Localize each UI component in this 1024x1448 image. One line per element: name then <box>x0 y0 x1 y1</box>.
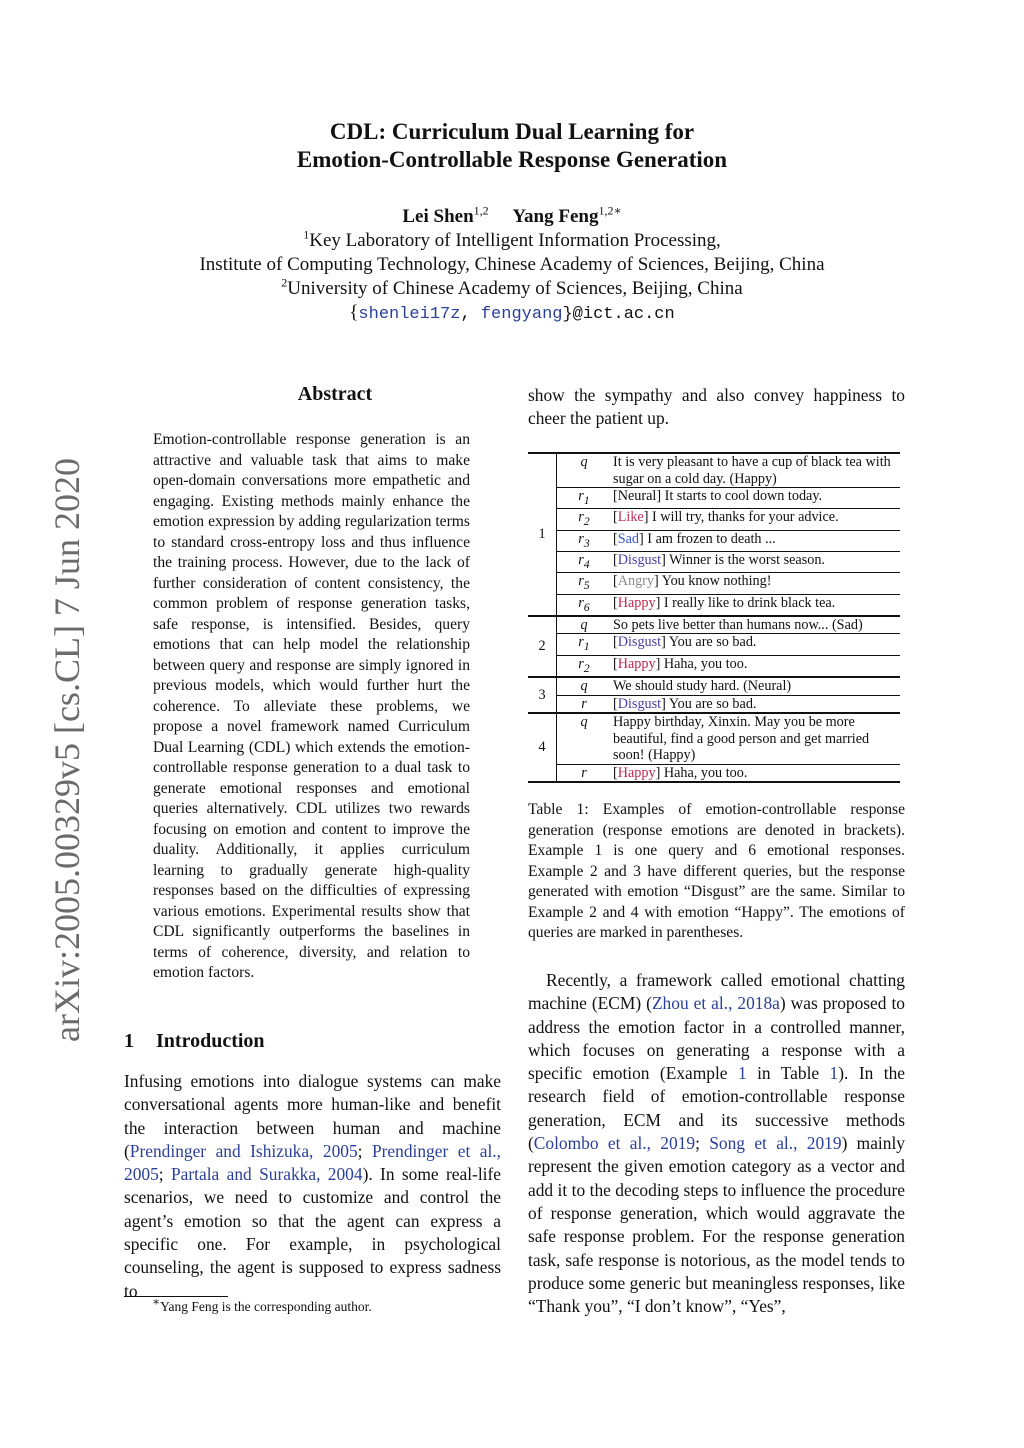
example-ref-link[interactable]: 1 <box>737 1063 747 1084</box>
citation-link[interactable]: Prendinger et al., 2005 <box>124 1140 501 1185</box>
row-text: Happy birthday, Xinxin. May you be more beautiful, find a good person and get married soon! (Happy) <box>611 713 900 764</box>
row-label: $r_4$ <box>557 551 612 572</box>
footnote <box>152 1294 372 1315</box>
emotion-tag: Disgust <box>617 695 662 712</box>
citation-link[interactable]: Song et al., 2019 <box>709 1133 842 1154</box>
emotion-tag: Happy <box>617 655 656 672</box>
example-group <box>528 616 900 677</box>
section-number: 1 <box>124 1030 134 1052</box>
citation-link[interactable]: Colombo et al., 2019 <box>533 1133 696 1154</box>
affiliation: Institute of Computing Technology, Chinese Academy of Sciences, Beijing, China <box>199 254 825 275</box>
row-text: [Neural] It starts to cool down today. <box>611 488 900 509</box>
emotion-tag: Sad <box>617 530 640 547</box>
row-text: [Happy] Haha, you too. <box>611 764 900 782</box>
citation-link[interactable]: Prendinger and Ishizuka, 2005 <box>129 1140 358 1161</box>
row-label: $r_1$ <box>557 488 612 509</box>
row-text: [Angry] You know nothing! <box>611 573 900 594</box>
row-text: [Happy] I really like to drink black tea. <box>611 594 900 616</box>
example-id: 3 <box>528 677 557 713</box>
emotion-tag: Disgust <box>617 634 662 651</box>
arxiv-stamp-text: arXiv:2005.00329v5 [cs.CL] 7 Jun 2020 <box>47 458 87 1042</box>
email-link[interactable]: shenlei17z <box>358 305 461 324</box>
email-link[interactable]: fengyang <box>480 305 563 324</box>
example-group <box>528 677 900 713</box>
row-text: [Sad] I am frozen to death ... <box>611 530 900 551</box>
emotion-tag: Like <box>617 509 644 526</box>
abstract-heading: Abstract <box>297 383 373 405</box>
row-label: $r_3$ <box>557 530 612 551</box>
row-label: q <box>557 713 612 764</box>
author-affil-mark: 1,2 <box>473 203 489 218</box>
paper-title <box>0 118 1024 174</box>
row-text: [Disgust] You are so bad. <box>611 695 900 713</box>
section-title: Introduction <box>156 1030 265 1052</box>
footnote-mark: ∗ <box>152 1294 161 1309</box>
row-label: $r_2$ <box>557 655 612 677</box>
email <box>0 301 1024 327</box>
title-line-2: Emotion-Controllable Response Generation <box>296 147 728 172</box>
row-text: So pets live better than humans now... (Sad) <box>611 616 900 634</box>
example-id: 2 <box>528 616 557 677</box>
email-domain: }@ict.ac.cn <box>562 305 675 324</box>
row-label: q <box>557 616 612 634</box>
author-block <box>0 205 1024 327</box>
row-text: [Like] I will try, thanks for your advice. <box>611 509 900 530</box>
affiliation: Key Laboratory of Intelligent Information Processing, <box>309 230 721 251</box>
row-label: $r_6$ <box>557 594 612 616</box>
example-id: 4 <box>528 713 557 782</box>
email-brace: { <box>349 302 359 323</box>
emotion-tag: Happy <box>617 764 656 781</box>
footnote-rule <box>124 1296 228 1297</box>
row-label: $r_2$ <box>557 509 612 530</box>
example-group <box>528 453 900 616</box>
affiliation: University of Chinese Academy of Sciences, Beijing, China <box>287 278 743 299</box>
intro-paragraph-1: Infusing emotions into dialogue systems can make conversational agents more human-like and benefit the interaction between human and machine (Prendinger and Ishizuka, 2005; Prendinger et al., 2005; Partala and Surakka, 2004). In some real-life scenarios, we need to customize and control the agent’s emotion so that the agent can express a specific one. For example, in psychological counseling, the agent is supposed to express sadness to <box>124 1071 501 1301</box>
example-group <box>528 713 900 782</box>
row-text: We should study hard. (Neural) <box>611 677 900 695</box>
intro-paragraph-1-cont: show the sympathy and also convey happiness to cheer the patient up. <box>528 385 905 429</box>
row-label: r <box>557 695 612 713</box>
row-label: r <box>557 764 612 782</box>
author-name: Yang Feng <box>512 206 599 227</box>
citation-link[interactable]: Partala and Surakka, 2004 <box>170 1164 363 1185</box>
row-label: $r_1$ <box>557 634 612 655</box>
table-caption: Table 1: Examples of emotion-controllable response generation (response emotions are denoted in brackets). Example 1 is one query and 6 emotional responses. Example 2 and 3 have different queries, but the response generated with emotion “Disgust” are the same. Similar to Example 2 and 4 with emotion “Happy”. The emotions of queries are marked in parentheses. <box>528 801 905 941</box>
author-name: Lei Shen <box>402 206 474 227</box>
emotion-tag: Happy <box>617 594 656 611</box>
intro-paragraph-2: Recently, a framework called emotional chatting machine (ECM) (Zhou et al., 2018a) was proposed to address the emotion factor in a controlled manner, which focuses on generating a response with a specific emotion (Example 1 in Table 1). In the research field of emotion-controllable response generation, ECM and its successive methods (Colombo et al., 2019; Song et al., 2019) mainly represent the given emotion category as a vector and add it to the decoding steps to influence the procedure of response generation, which would aggravate the safe response problem. For the response generation task, safe response is notorious, as the model tends to produce some generic but meaningless responses, like “Thank you”, “I don’t know”, “Yes”, <box>528 970 905 1317</box>
table-ref-link[interactable]: 1 <box>829 1063 839 1084</box>
examples-table <box>528 452 900 783</box>
abstract-text: Emotion-controllable response generation is an attractive and valuable task that aims to make open-domain conversations more empathetic and engaging. Existing methods mainly enhance the emotion expression by adding regularization terms to standard cross-entropy loss and thus influence the training process. However, due to the lack of further consideration of content consistency, the common problem of response generation tasks, safe response, is intensified. Besides, query emotions that can help model the relationship between query and response are simply ignored in previous models, which would further hurt the coherence. To alleviate these problems, we propose a novel framework named Curriculum Dual Learning (CDL) which extends the emotion-controllable response generation to a dual task to generate emotional responses and emotional queries alternatively. CDL utilizes two rewards focusing on emotion and content to improve the duality. Additionally, it applies curriculum learning to gradually generate high-quality responses based on the difficulties of expressing various emotions. Experimental results show that CDL significantly outperforms the baselines in terms of coherence, diversity, and relation to emotion factors. <box>153 431 470 981</box>
row-text: [Disgust] You are so bad. <box>611 634 900 655</box>
author-affil-mark: 1,2∗ <box>598 203 622 218</box>
affil-mark: 2 <box>281 275 288 290</box>
affil-mark: 1 <box>303 227 310 242</box>
row-text: It is very pleasant to have a cup of black tea with sugar on a cold day. (Happy) <box>611 453 900 488</box>
footnote-text: Yang Feng is the corresponding author. <box>160 1299 372 1314</box>
emotion-tag: Disgust <box>617 551 662 568</box>
citation-link[interactable]: Zhou et al., 2018a <box>651 993 780 1014</box>
row-text: [Disgust] Winner is the worst season. <box>611 551 900 572</box>
example-id: 1 <box>528 453 557 616</box>
row-label: q <box>557 453 612 488</box>
title-line-1: CDL: Curriculum Dual Learning for <box>329 119 695 144</box>
section-heading <box>124 1030 265 1053</box>
row-label: q <box>557 677 612 695</box>
emotion-tag: Angry <box>617 573 654 590</box>
email-sep: , <box>460 305 481 324</box>
row-label: $r_5$ <box>557 573 612 594</box>
row-text: [Happy] Haha, you too. <box>611 655 900 677</box>
